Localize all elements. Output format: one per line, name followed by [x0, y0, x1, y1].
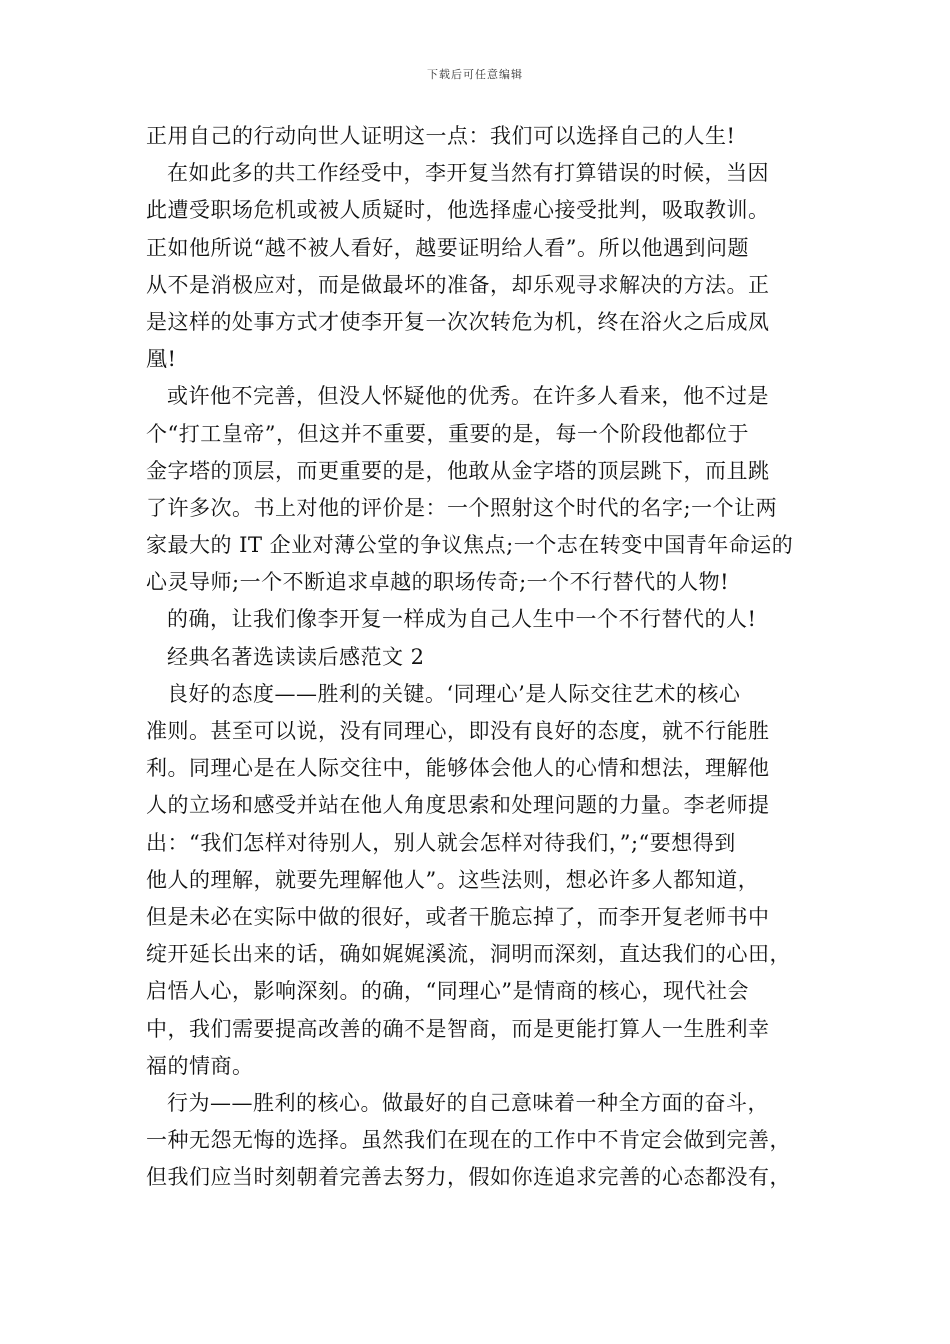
- text-line: 他人的理解，就要先理解他人”。这些法则，想必许多人都知道，: [146, 867, 760, 892]
- document-body: [146, 118, 826, 1196]
- text-line: 但我们应当时刻朝着完善去努力，假如你连追求完善的心态都没有，: [146, 1165, 791, 1190]
- text-line: 了许多次。书上对他的评价是：一个照射这个时代的名字;一个让两: [146, 495, 778, 520]
- section-title: 经典名著选读读后感范文 2: [167, 644, 425, 669]
- text-line: 正用自己的行动向世人证明这一点：我们可以选择自己的人生!: [146, 124, 736, 148]
- text-line: 中，我们需要提高改善的确不是智商，而是更能打算人一生胜利幸: [146, 1016, 770, 1041]
- paragraph-start-line: 的确，让我们像李开复一样成为自己人生中一个不行替代的人!: [167, 607, 757, 632]
- text-line: 家最大的 IT 企业对薄公堂的争议焦点;一个志在转变中国青年命运的: [146, 533, 794, 558]
- text-line: 正如他所说“越不被人看好，越要证明给人看”。所以他遇到问题: [146, 235, 749, 260]
- text-line: 凰!: [146, 347, 177, 372]
- paragraph-start-line: 良好的态度——胜利的关键。‘同理心’是人际交往艺术的核心: [167, 681, 741, 706]
- text-line: 利。同理心是在人际交往中，能够体会他人的心情和想法，理解他: [146, 756, 770, 781]
- paragraph-start-line: 或许他不完善，但没人怀疑他的优秀。在许多人看来，他不过是: [167, 384, 769, 409]
- text-line: 从不是消极应对，而是做最坏的准备，却乐观寻求解决的方法。正: [146, 272, 770, 297]
- text-line: 启悟人心，影响深刻。的确，“同理心”是情商的核心，现代社会: [146, 979, 749, 1004]
- text-line: 福的情商。: [146, 1053, 254, 1078]
- paragraph-start-line: 行为——胜利的核心。做最好的自己意味着一种全方面的奋斗，: [167, 1090, 769, 1115]
- text-line: 准则。甚至可以说，没有同理心，即没有良好的态度，就不行能胜: [146, 719, 770, 743]
- text-line: 金字塔的顶层，而更重要的是，他敢从金字塔的顶层跳下，而且跳: [146, 458, 770, 483]
- text-line: 此遭受职场危机或被人质疑时，他选择虚心接受批判，吸取教训。: [146, 198, 770, 223]
- text-line: 但是未必在实际中做的很好，或者干脆忘掉了，而李开复老师书中: [146, 904, 770, 929]
- page-header: 下载后可任意编辑: [427, 68, 523, 81]
- text-line: 个“打工皇帝”，但这并不重要，重要的是，每一个阶段他都位于: [146, 421, 749, 446]
- text-line: 心灵导师;一个不断追求卓越的职场传奇;一个不行替代的人物!: [146, 570, 730, 595]
- text-line: 一种无怨无悔的选择。虽然我们在现在的工作中不肯定会做到完善，: [146, 1128, 791, 1153]
- paragraph-start-line: 在如此多的共工作经受中，李开复当然有打算错误的时候，当因: [167, 161, 769, 186]
- text-line: 是这样的处事方式才使李开复一次次转危为机，终在浴火之后成凤: [146, 309, 770, 334]
- text-line: 人的立场和感受并站在他人角度思索和处理问题的力量。李老师提: [146, 793, 770, 818]
- text-line: 绽开延长出来的话，确如娓娓溪流，洞明而深刻，直达我们的心田，: [146, 942, 791, 967]
- text-line: 出：“我们怎样对待别人，别人就会怎样对待我们，”;“要想得到: [146, 830, 736, 855]
